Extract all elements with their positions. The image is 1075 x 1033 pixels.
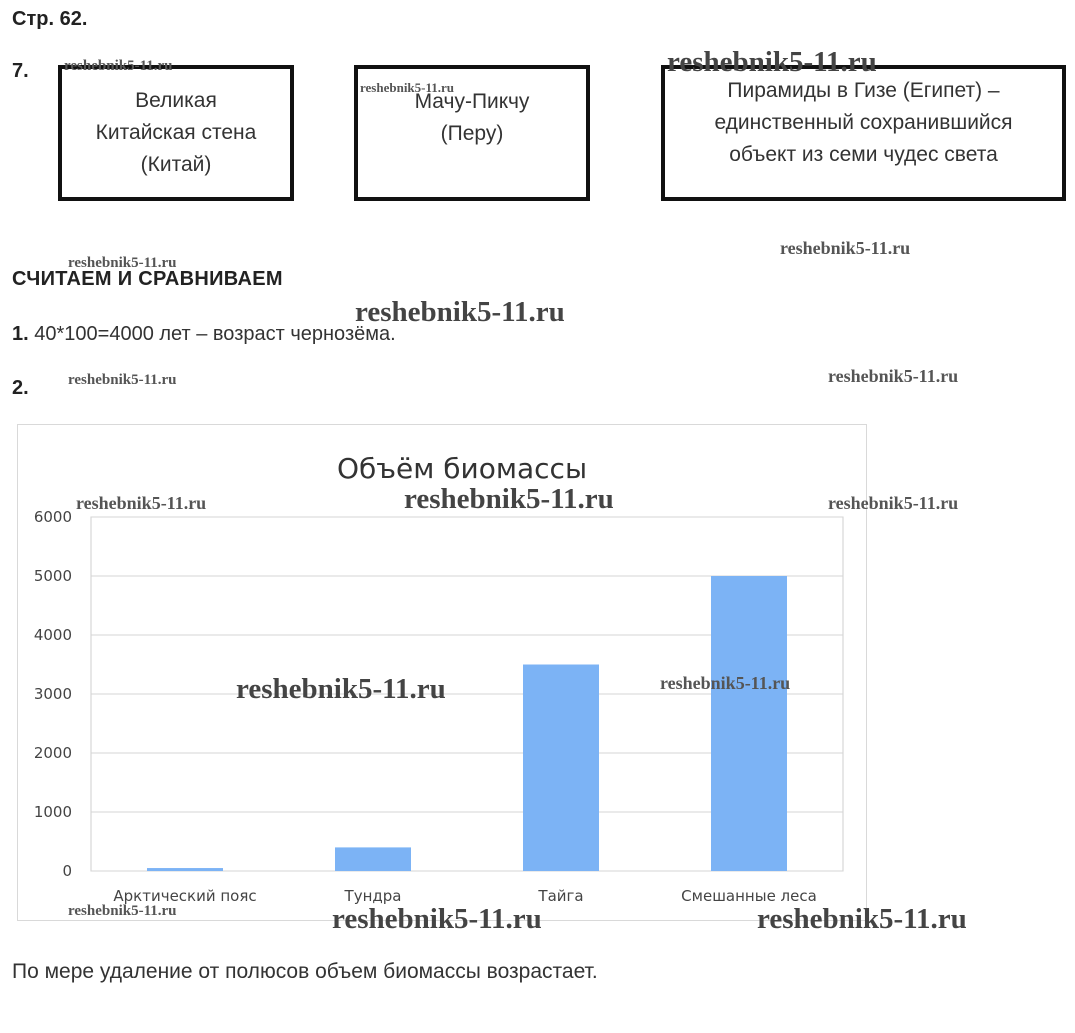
watermark: reshebnik5-11.ru [76,493,207,513]
watermark: reshebnik5-11.ru [404,483,614,515]
y-tick-label: 2000 [33,744,72,762]
watermark: reshebnik5-11.ru [757,903,967,935]
answer-box-text: Мачу-Пикчу (Перу) [414,90,530,145]
bar [147,868,223,871]
watermark: reshebnik5-11.ru [64,58,173,74]
page-label: Стр. 62. [12,8,88,30]
x-tick-label: Тундра [344,887,402,905]
answer-box-text: Пирамиды в Гизе (Египет) – единственный сохранившийся объект из семи чудес света [714,79,1013,166]
watermark: reshebnik5-11.ru [360,80,455,95]
watermark: reshebnik5-11.ru [68,255,177,271]
watermark: reshebnik5-11.ru [780,238,911,258]
y-tick-label: 3000 [33,685,72,703]
watermark: reshebnik5-11.ru [236,673,446,705]
x-tick-label: Арктический пояс [113,887,257,905]
bar [523,665,599,872]
x-tick-label: Смешанные леса [681,887,817,905]
watermark: reshebnik5-11.ru [332,903,542,935]
watermark: reshebnik5-11.ru [68,903,177,919]
item-text: 40*100=4000 лет – возраст чернозёма. [34,323,396,345]
item-number: 1. [12,323,29,345]
answer-box-text: Великая Китайская стена (Китай) [95,89,257,176]
watermark: reshebnik5-11.ru [828,366,959,386]
watermark: reshebnik5-11.ru [828,493,959,513]
item-number: 2. [12,377,29,399]
watermark: reshebnik5-11.ru [667,46,877,78]
watermark: reshebnik5-11.ru [355,296,565,328]
bar [711,576,787,871]
bar [335,847,411,871]
watermark: reshebnik5-11.ru [68,372,177,388]
task-number: 7. [12,60,29,82]
chart-title: Объём биомассы [336,452,588,485]
y-tick-label: 5000 [33,567,72,585]
y-tick-label: 6000 [33,508,72,526]
watermark: reshebnik5-11.ru [660,673,791,693]
item-1 [12,323,396,346]
conclusion-text: По мере удаление от полюсов объем биомассы возрастает. [12,960,598,983]
y-tick-label: 4000 [33,626,72,644]
answer-box-pyramids [661,65,1066,201]
section-heading: СЧИТАЕМ И СРАВНИВАЕМ [12,268,283,290]
y-tick-label: 0 [62,862,72,880]
answer-box-great-wall [58,65,294,201]
x-tick-label: Тайга [538,887,584,905]
y-tick-label: 1000 [33,803,72,821]
